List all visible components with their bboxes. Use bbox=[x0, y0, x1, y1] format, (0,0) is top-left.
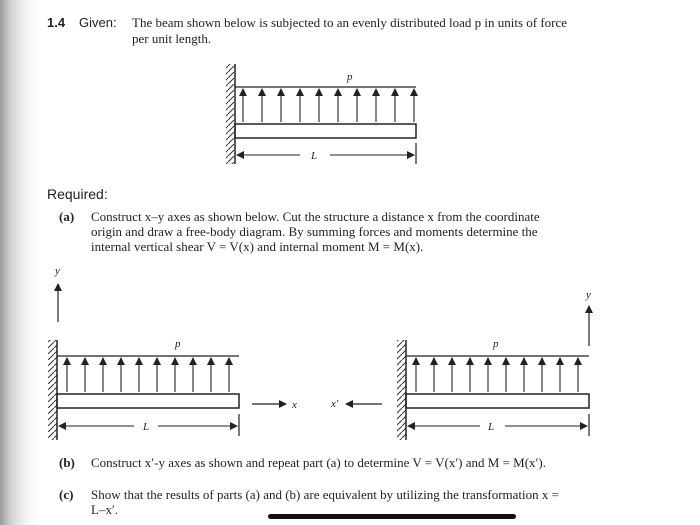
right-y-label: y bbox=[586, 289, 591, 301]
left-length-label: L bbox=[143, 421, 150, 433]
right-x-label: x′ bbox=[331, 398, 339, 410]
part-a-label: (a) bbox=[59, 209, 75, 224]
top-beam-figure bbox=[226, 64, 416, 164]
given-text-line2: per unit length. bbox=[132, 31, 212, 46]
right-beam-figure bbox=[330, 289, 591, 440]
home-indicator-bar[interactable] bbox=[268, 514, 516, 519]
top-load-label: p bbox=[347, 71, 353, 83]
left-x-label: x bbox=[292, 399, 297, 411]
left-y-label: y bbox=[55, 265, 60, 277]
right-beam bbox=[406, 394, 589, 408]
left-wall bbox=[48, 340, 57, 440]
required-heading: Required: bbox=[47, 186, 108, 202]
part-c-line1: Show that the results of parts (a) and (b) are equivalent by utilizing the transformation x = bbox=[91, 487, 559, 502]
part-b-text: Construct x′-y axes as shown and repeat part (a) to determine V = V(x′) and M = M(x′). bbox=[91, 455, 546, 470]
part-a-line1: Construct x–y axes as shown below. Cut the structure a distance x from the coordinate bbox=[91, 209, 540, 224]
right-length-label: L bbox=[488, 421, 495, 433]
part-a-line2: origin and draw a free-body diagram. By summing forces and moments determine the bbox=[91, 224, 538, 239]
part-c-label: (c) bbox=[59, 487, 74, 502]
part-a-line3: internal vertical shear V = V(x) and internal moment M = M(x). bbox=[91, 239, 424, 254]
top-length-label: L bbox=[311, 150, 318, 162]
top-load-arrows bbox=[243, 89, 414, 122]
right-load-arrows bbox=[416, 358, 578, 392]
left-load-label: p bbox=[175, 338, 181, 350]
given-text-line1: The beam shown below is subjected to an evenly distributed load p in units of force bbox=[132, 15, 568, 30]
left-load-arrows bbox=[67, 358, 229, 392]
top-beam bbox=[235, 124, 416, 138]
problem-number: 1.4 bbox=[47, 15, 66, 30]
right-wall bbox=[397, 340, 406, 440]
part-b-label: (b) bbox=[59, 455, 75, 470]
right-load-label: p bbox=[493, 338, 499, 350]
top-wall bbox=[226, 64, 234, 164]
given-label: Given: bbox=[79, 15, 117, 30]
part-c-line2: L–x′. bbox=[91, 502, 119, 517]
left-beam-figure bbox=[48, 265, 297, 440]
left-beam bbox=[57, 394, 239, 408]
